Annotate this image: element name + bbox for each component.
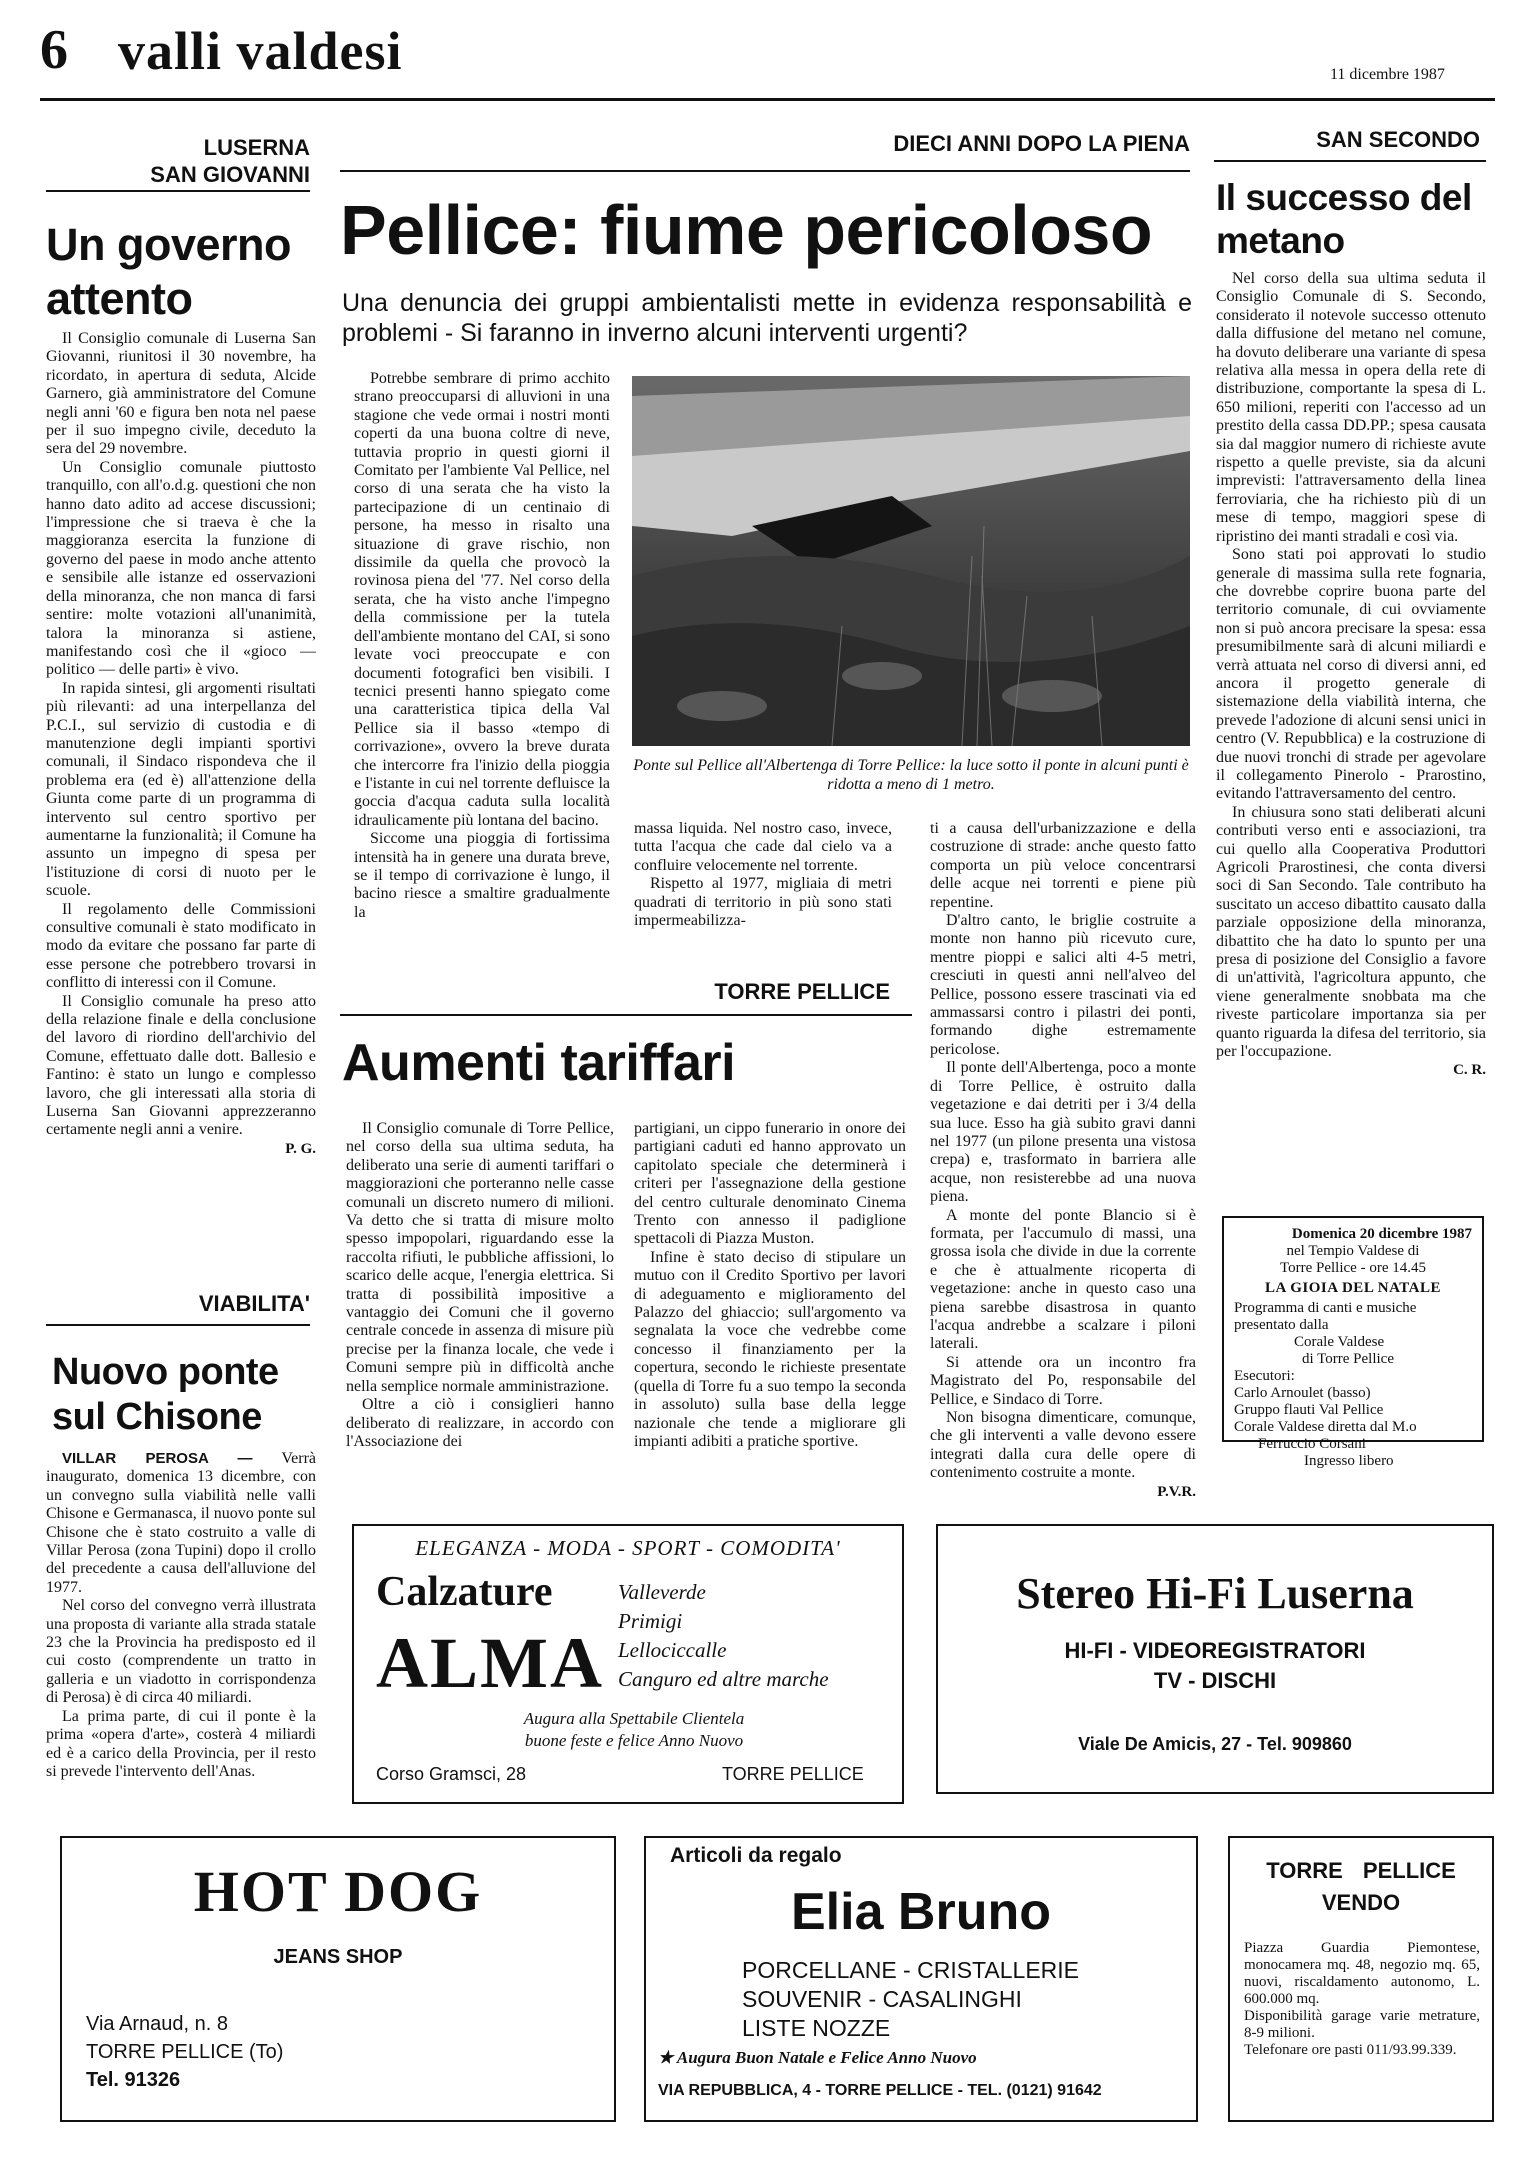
kicker-rule-2 — [46, 1324, 310, 1326]
alma-slogan: ELEGANZA - MODA - SPORT - COMODITA' — [415, 1536, 841, 1560]
kicker-piena: DIECI ANNI DOPO LA PIENA — [893, 131, 1190, 156]
article-chisone: VILLAR PEROSA — Verrà inaugurato, domenica 13 dicembre, con un convegno sulla viabilità nelle valli Chisone e Germanasca, il nuovo ponte sul Chisone che è stato costruito a valle di Villar Perosa (zona Tupini) dopo il crollo del precedente a causa dell'alluvione del 1977. Nel corso del convegno verrà illustrata una proposta di variante alla strada statale 23 che la Provincia ha predisposto ed il cui costo (comprendente un tratto in galleria e un viadotto in corrispondenza di Perosa) è di circa 40 miliardi. La prima parte, di cui il ponte è la prima «opera d'arte», costerà 4 miliardi ed è a carico della Provincia, per il resto si prevede l'intervento dell'Anas. — [46, 1450, 316, 1780]
ad-hot-dog — [60, 1836, 616, 2122]
ad-vendo — [1228, 1836, 1494, 2122]
headline-chisone: Nuovo ponte sul Chisone — [52, 1351, 279, 1438]
stereo-line1: HI-FI - VIDEOREGISTRATORI — [1064, 1638, 1366, 1663]
page-number: 6 — [40, 19, 68, 81]
alma-calzature: Calzature — [376, 1569, 553, 1615]
newspaper-title: valli valdesi — [118, 21, 403, 81]
headline-pellice: Pellice: fiume pericoloso — [340, 191, 1153, 269]
headline-aumenti: Aumenti tariffari — [342, 1034, 736, 1092]
event-box-natale: Domenica 20 dicembre 1987 nel Tempio Valdese di Torre Pellice - ore 14.45 LA GIOIA DEL NATALE Programma di canti e musiche presentato dalla Corale Valdese di Torre Pellice Esecutori: Carlo Arnoulet (basso) Gruppo flauti Val Pellice Corale Valdese diretta dal M.o Ferruccio Corsani Ingresso libero — [1222, 1216, 1484, 1442]
alma-address: Corso Gramsci, 28 — [376, 1764, 527, 1784]
hotdog-name: HOT DOG — [193, 1859, 483, 1924]
elia-lines: PORCELLANE - CRISTALLERIE SOUVENIR - CASALINGHI LISTE NOZZE — [742, 1957, 1080, 2041]
hotdog-address: Via Arnaud, n. 8 TORRE PELLICE (To) Tel. 91326 — [86, 2013, 284, 2091]
vendo-title: VENDO — [1321, 1890, 1401, 1915]
article-metano: Nel corso della sua ultima seduta il Consiglio Comunale di S. Secondo, considerato il notevole successo ottenuto dalla diffusione del metano nel comune, ha dovuto deliberare una variante di spesa relativa alla messa in opera della rete di distribuzione, comportante la spesa di L. 650 milioni, reperiti con l'accesso ad un prestito della cassa DD.PP.; spesa causata sia dal maggior numero di richieste avute rispetto a quelle previste, sia da alcuni imprevisti: l'attraversamento della linea ferroviaria, che ha richiesto più di un mese di tempo, maggiori spese di ripristino dei manti stradali e così via. Sono stati poi approvati lo studio generale di massima sulla rete fognaria, che dovrebbe coprire buona parte del territorio comunale, di cui ovviamente non si può ancora precisare la spesa: essa presumibilmente sarà di alcuni miliardi e verrà attuata nel corso di diversi anni, ed ancora il progetto generale di sistemazione della viabilità interna, che prevede l'adozione di alcuni sensi unici in centro (V. Repubblica) e la costruzione di due nuovi tronchi di strade per agevolare il collegamento Pinerolo - Prarostino, evitando l'attraversamento del centro. In chiusura sono stati deliberati alcuni contributi verso enti e associazioni, tra cui quello alla Cooperativa Produttori Agricoli Prarostinesi, che conta diversi soci di San Secondo. Tale contributo ha suscitato un acceso dibattito causato dalla parziale opposizione della minoranza, dibattito che ha dato lo spunto per una presa di posizione del Consiglio a favore di un'attività, l'agricoltura appunto, che viene generalmente snobbata ma che riveste particolare importanza sia per quanto riguarda la difesa del territorio, sia per l'occupazione. C. R. — [1216, 270, 1486, 1079]
alma-brands: Valleverde Primigi Lellociccalle Canguro ed altre marche — [618, 1580, 829, 1691]
kicker-rule-center — [340, 170, 1190, 172]
alma-city: TORRE PELLICE — [722, 1764, 864, 1784]
headline-governo: Un governo attento — [46, 219, 292, 324]
article-governo: Il Consiglio comunale di Luserna San Giovanni, riunitosi il 30 novembre, ha ricordato, in apertura di seduta, Alcide Garnero, già amministratore del Comune negli anni '60 e figura ben nota nel paese per il suo impegno civile, deceduto la sera del 29 novembre. Un Consiglio comunale piuttosto tranquillo, con all'o.d.g. questioni che non hanno dato adito ad accese discussioni; l'impressione che si traeva è che la maggioranza esercita la funzione di governo del paese in modo anche attento e sensibile alle istanze ed osservazioni della minoranza, che non manca di farsi sentire: molte votazioni all'unanimità, talora la minoranza si astiene, manifestando così che il «gioco — politico — delle parti» è vivo. In rapida sintesi, gli argomenti risultati più rilevanti: ad una interpellanza del P.C.I., sul servizio di custodia e di manutenzione degli impianti sportivi comunali, il Sindaco rispondeva che il problema era (ed è) all'attenzione della Giunta come parte di un programma di intervento sul centro sportivo per aumentarne la funzionalità; il Comune ha assunto un impegno di spesa per l'istituzione di corsi di nuoto per le scuole. Il regolamento delle Commissioni consultive comunali è stato modificato in modo da evitare che possano far parte di esse persone che potrebbero trovarsi in conflitto di interessi con il Comune. Il Consiglio comunale ha preso atto della relazione finale e della conclusione del lavoro di riordino dell'archivio del Comune, effettuato dalle dott. Ballesio e Fantino: è stato un lungo e complesso lavoro, che gli interessati alla storia di Luserna San Giovanni apprezzeranno certamente negli anni a venire. P. G. — [46, 330, 316, 1157]
vendo-text: Piazza Guardia Piemontese, monocamera mq. 48, negozio mq. 65, nuovi, riscaldamento autonomo, L. 600.000 mq. Disponibilità garage varie metrature, 8-9 milioni. Telefonare ore pasti 011/93.99.339. — [1244, 1940, 1480, 2058]
aumenti-col2: partigiani, un cippo funerario in onore dei partigiani caduti ed hanno approvato un capitolato speciale che determinerà i criteri per l'assegnazione della gestione del centro culturale denominato Cinema Trento con annesso il padiglione spettacoli di Piazza Muston. Infine è stato deciso di stipulare un mutuo con il Credito Sportivo per lavori di adeguamento e miglioramento del Palazzo del ghiaccio; sull'argomento va segnalata la voce che vedrebbe come concesso il finanziamento per la copertura, secondo le richieste presentate (quella di Torre fu a suo tempo la seconda in assoluto) sulla base della legge nazionale che tende a migliorare gli impianti adibiti a pratiche sportive. — [634, 1120, 906, 1450]
ad-elia-bruno — [644, 1836, 1198, 2122]
elia-name: Elia Bruno — [790, 1883, 1052, 1941]
kicker-viabilita: VIABILITA' — [198, 1291, 310, 1316]
issue-date: 11 dicembre 1987 — [1330, 66, 1445, 83]
ad-calzature-alma — [352, 1524, 904, 1804]
photo-bridge-albertenga — [632, 376, 1190, 746]
deck-pellice: Una denuncia dei gruppi ambientalisti mette in evidenza responsabilità e problemi - Si faranno in inverno alcuni interventi urgenti? — [342, 289, 1192, 347]
stereo-line2: TV - DISCHI — [1153, 1668, 1277, 1693]
aumenti-col1: Il Consiglio comunale di Torre Pellice, nel corso della sua ultima seduta, ha deliberato una serie di aumenti tariffari o maggiorazioni che porteranno nelle casse comunali un discreto numero di milioni. Va detto che si tratta di misure molto spesso impopolari, riguardando esse la raccolta rifiuti, le pubbliche affissioni, lo scarico delle acque, l'energia elettrica. Si tratta di possibilità impositive a vantaggio dei Comuni che il governo centrale concede in assenza di misure più precise per la finanza locale, che vede i Comuni sempre più in difficoltà anche nella semplice normale amministrazione. Oltre a ciò i consiglieri hanno deliberato di realizzare, in accordo con l'Associazione dei — [346, 1120, 614, 1450]
signature-pg: P. G. — [285, 1140, 316, 1157]
vendo-city: TORRE PELLICE — [1266, 1858, 1456, 1883]
signature-pvr: P.V.R. — [1157, 1483, 1196, 1500]
stereo-name: Stereo Hi-Fi Luserna — [1016, 1569, 1414, 1618]
headline-metano: Il successo del metano — [1216, 177, 1472, 261]
hotdog-sub: JEANS SHOP — [273, 1946, 403, 1968]
kicker-rule-torre — [340, 1014, 912, 1016]
alma-name: ALMA — [376, 1623, 604, 1703]
kicker-torre: TORRE PELLICE — [714, 979, 890, 1004]
pellice-col3: ti a causa dell'urbanizzazione e della costruzione di strade: anche questo fatto comporta un più veloce concentrarsi delle acque nei torrenti e piene più repentine. D'altro canto, le briglie costruite a monte non hanno più ricevuto cure, mentre pioppi e salici alti 4-5 metri, cresciuti in questi anni nell'alveo del Pellice, possono essere trascinati via ed ammassarsi contro i pilastri dei ponti, formando dighe estremamente pericolose. Il ponte dell'Albertenga, poco a monte di Torre Pellice, è ostruito dalla vegetazione e dai detriti per i 3/4 della sua luce. Esso ha già subito gravi danni nel 1977 (un pilone presenta una vistosa crepa) e, trasformato in barriera alle acque, non resisterebbe ad una nuova piena. A monte del ponte Blancio si è formata, per l'accumulo di massi, una grossa isola che divide in due la corrente e che è attualmente ricoperta di vegetazione: anche in questo caso una piena sarebbe disastrosa in quanto l'acqua andrebbe a scalzare i piloni laterali. Si attende ora un incontro fra Magistrato del Po, responsabile del Pellice, e Sindaco di Torre. Non bisogna dimenticare, comunque, che gli interventi a valle devono essere integrati dalla cura delle opere di contenimento costruite a monte. P.V.R. — [930, 820, 1196, 1500]
kicker-luserna: LUSERNA SAN GIOVANNI — [150, 135, 310, 187]
elia-top: Articoli da regalo — [670, 1844, 842, 1867]
ad-stereo-hifi — [936, 1524, 1494, 1794]
photo-caption: Ponte sul Pellice all'Albertenga di Torre Pellice: la luce sotto il ponte in alcuni punti è ridotta a meno di 1 metro. — [633, 757, 1189, 793]
signature-cr: C. R. — [1453, 1062, 1486, 1079]
alma-wish: Augura alla Spettabile Clientela buone feste e felice Anno Nuovo — [523, 1709, 745, 1750]
kicker-rule-right — [1214, 160, 1486, 162]
pellice-col1: Potrebbe sembrare di primo acchito strano preoccuparsi di alluvioni in una stagione che vede ormai i nostri monti coperti da una buona coltre di neve, tuttavia proprio in questi giorni il Comitato per l'ambiente Val Pellice, nel corso di una serata che ha visto la partecipazione di un centinaio di persone, ha messo in risalto una situazione di grave rischio, non dissimile da quella che provocò la rovinosa piena del '77. Nel corso della serata, che ha visto anche l'impegno della commissione per la tutela dell'ambiente montano del CAI, si sono levate voci preoccupate e con documenti fotografici ben visibili. I tecnici presenti hanno spiegato come una caratteristica tipica della Val Pellice sia il basso «tempo di corrivazione», ovvero la breve durata che intercorre fra l'inizio della pioggia e l'istante in cui nel torrente defluisce la goccia d'acqua caduta sulla località idraulicamente più lontana del bacino. Siccome una pioggia di fortissima intensità ha in genere una durata breve, se il tempo di corrivazione è lungo, il bacino riesce a smaltire gradualmente la — [354, 370, 610, 921]
kicker-rule — [46, 190, 310, 192]
stereo-address: Viale De Amicis, 27 - Tel. 909860 — [1078, 1734, 1352, 1754]
elia-address: VIA REPUBBLICA, 4 - TORRE PELLICE - TEL. (0121) 91642 — [658, 2082, 1102, 2099]
elia-wish: ★ Augura Buon Natale e Felice Anno Nuovo — [658, 2048, 977, 2067]
masthead-rule — [40, 98, 1495, 101]
pellice-col2: massa liquida. Nel nostro caso, invece, tutta l'acqua che cade dal cielo va a confluire velocemente nel torrente. Rispetto al 1977, migliaia di metri quadrati di territorio in più sono stati impermeabilizza- — [634, 820, 892, 930]
star-icon: ★ — [658, 2048, 674, 2067]
kicker-san-secondo: SAN SECONDO — [1316, 127, 1480, 152]
